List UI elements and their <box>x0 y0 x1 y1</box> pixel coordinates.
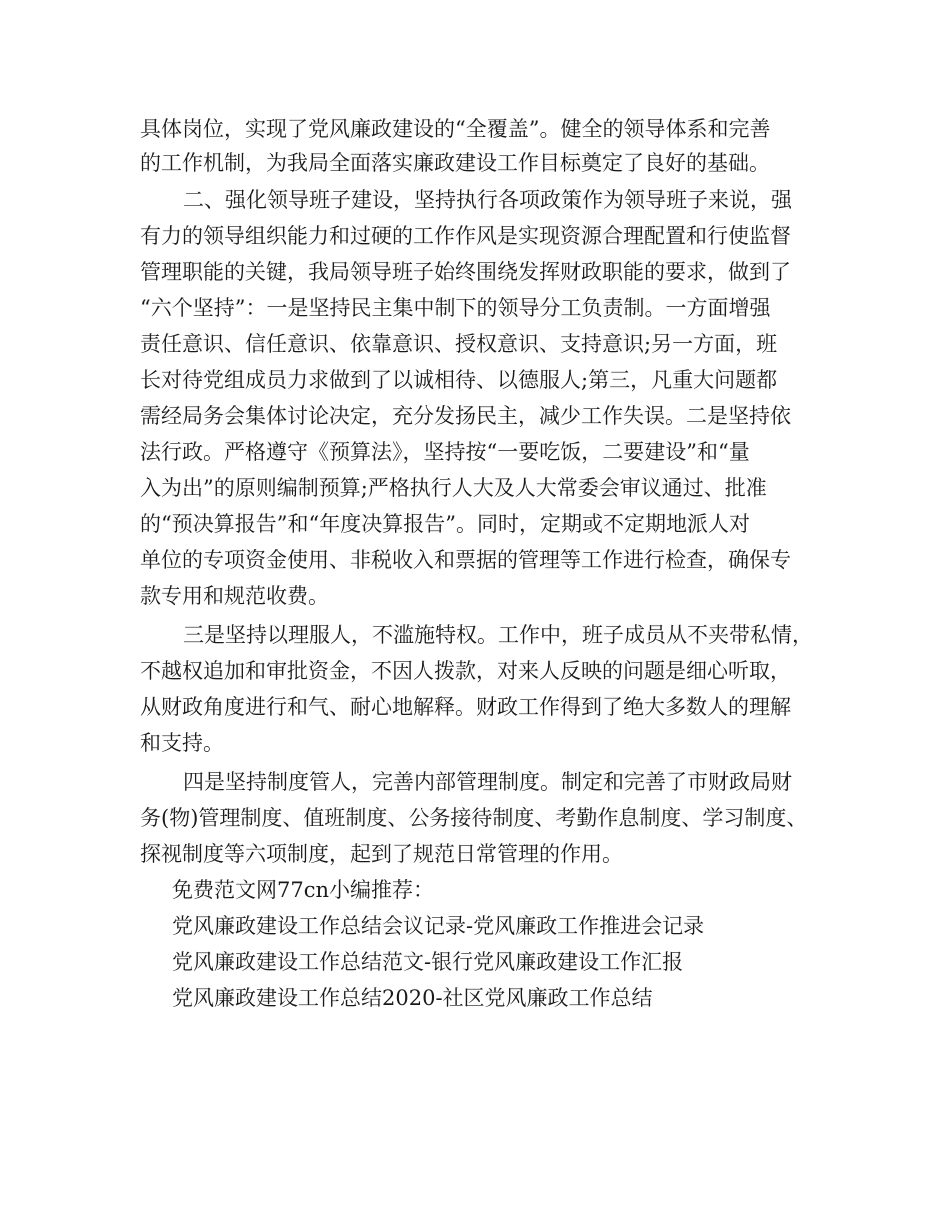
paragraph-line: 款专用和规范收费。 <box>140 584 329 608</box>
paragraph-line: 从财政角度进行和气、耐心地解释。财政工作得到了绝大多数人的理解 <box>140 695 791 719</box>
paragraph-line: 具体岗位，实现了党风廉政建设的“全覆盖”。健全的领导体系和完善 <box>140 117 771 141</box>
paragraph-line: 的工作机制，为我局全面落实廉政建设工作目标奠定了良好的基础。 <box>140 151 770 175</box>
paragraph-line: 四是坚持制度管人，完善内部管理制度。制定和完善了市财政局财 <box>183 770 792 794</box>
paragraph-line: 入为出”的原则编制预算;严格执行人大及人大常委会审议通过、批准 <box>140 476 767 500</box>
paragraph-line: 需经局务会集体讨论决定，充分发扬民主，减少工作失误。二是坚持依 <box>140 404 791 428</box>
paragraph-line: 有力的领导组织能力和过硬的工作作风是实现资源合理配置和行使监督 <box>140 224 791 248</box>
paragraph-line: 单位的专项资金使用、非税收入和票据的管理等工作进行检查，确保专 <box>140 548 791 572</box>
paragraph-line: 的“预决算报告”和“年度决算报告”。同时，定期或不定期地派人对 <box>140 512 750 536</box>
paragraph-line: 和支持。 <box>140 731 224 755</box>
recommend-link[interactable]: 党风廉政建设工作总结范文-银行党风廉政建设工作汇报 <box>172 950 684 974</box>
paragraph-line: 责任意识、信任意识、依靠意识、授权意识、支持意识;另一方面，班 <box>140 332 778 356</box>
paragraph-line: 三是坚持以理服人，不滥施特权。工作中，班子成员从不夹带私情， <box>183 623 813 647</box>
paragraph-line: “六个坚持”：一是坚持民主集中制下的领导分工负责制。一方面增强 <box>140 296 771 320</box>
paragraph-line: 管理职能的关键，我局领导班子始终围绕发挥财政职能的要求，做到了 <box>140 260 791 284</box>
paragraph-line: 长对待党组成员力求做到了以诚相待、以德服人;第三，凡重大问题都 <box>140 368 778 392</box>
recommend-link[interactable]: 党风廉政建设工作总结会议记录-党风廉政工作推进会记录 <box>172 914 705 938</box>
recommend-link[interactable]: 党风廉政建设工作总结2020-社区党风廉政工作总结 <box>172 986 653 1010</box>
paragraph-line: 法行政。严格遵守《预算法》，坚持按“一要吃饭，二要建设”和“量 <box>140 440 750 464</box>
paragraph-line: 二、强化领导班子建设，坚持执行各项政策作为领导班子来说，强 <box>183 188 792 212</box>
paragraph-line: 探视制度等六项制度，起到了规范日常管理的作用。 <box>140 842 623 866</box>
recommend-label: 免费范文网77cn小编推荐： <box>172 878 435 902</box>
paragraph-line: 务(物)管理制度、值班制度、公务接待制度、考勤作息制度、学习制度、 <box>140 806 808 830</box>
paragraph-line: 不越权追加和审批资金，不因人拨款，对来人反映的问题是细心听取， <box>140 659 791 683</box>
